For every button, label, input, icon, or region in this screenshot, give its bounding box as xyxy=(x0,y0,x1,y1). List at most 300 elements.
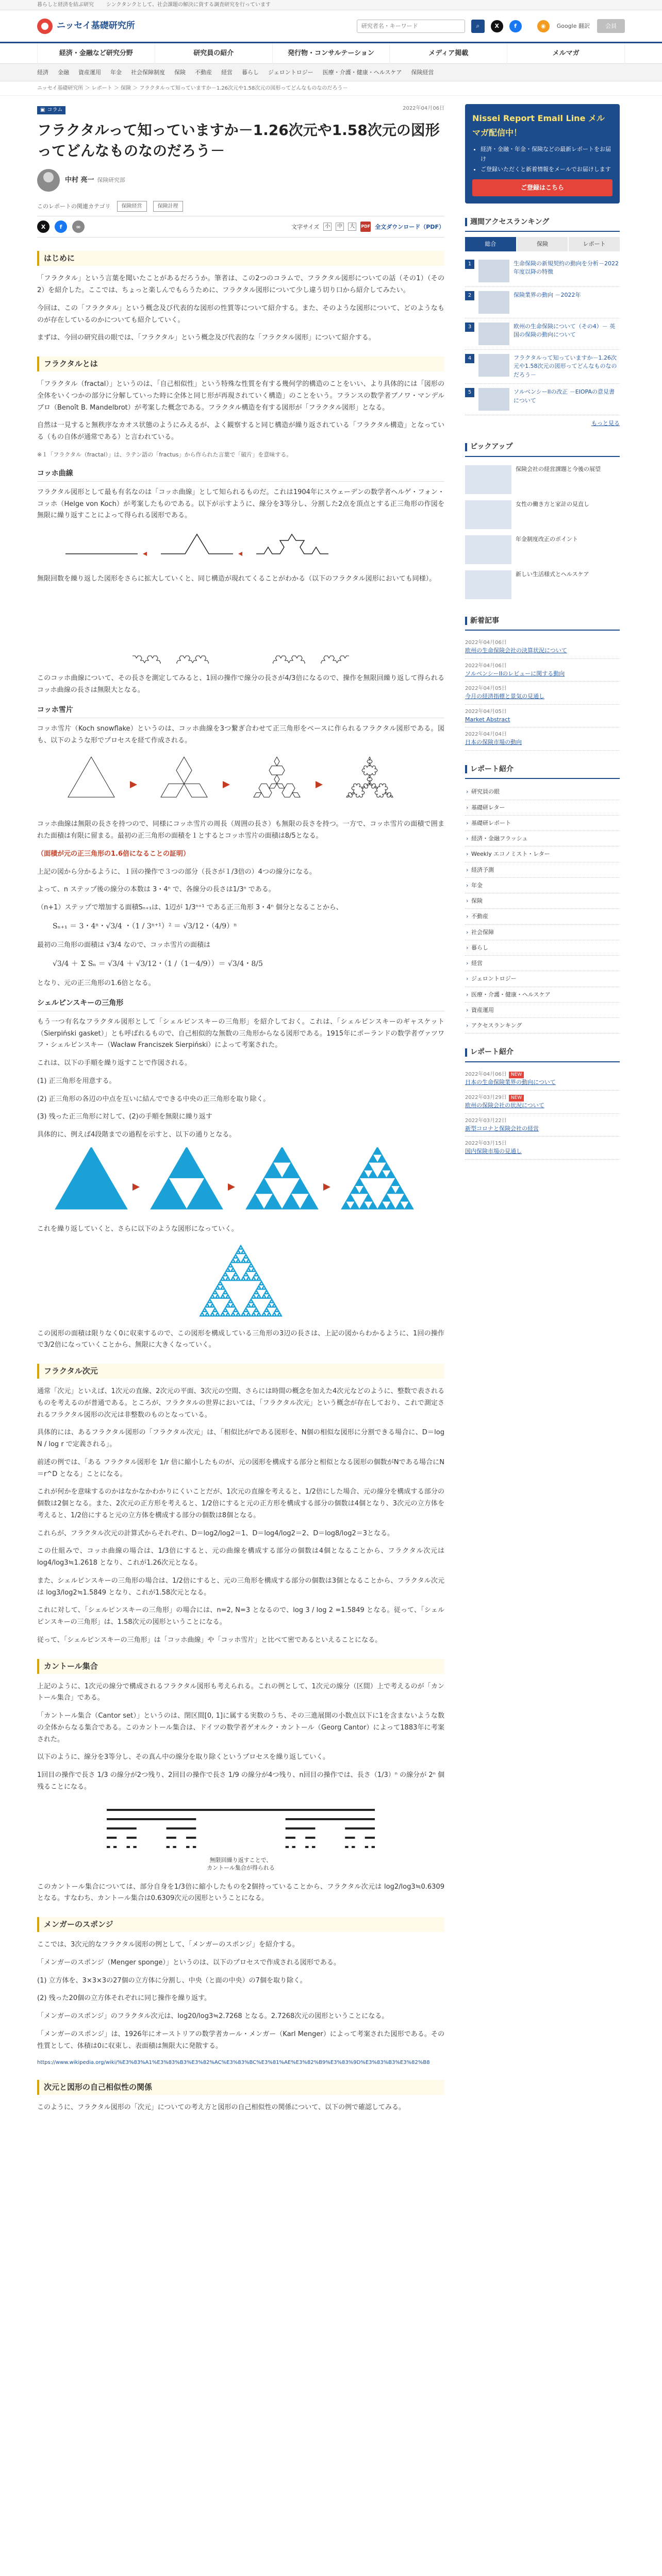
cantor-segment xyxy=(345,1837,355,1839)
sierpinski-deep-triangle xyxy=(254,1296,256,1298)
pickup-thumbnail[interactable] xyxy=(465,465,511,494)
sierpinski-deep-triangle xyxy=(240,1245,242,1247)
sierpinski-deep-triangle xyxy=(220,1287,223,1289)
nav-mailmag[interactable]: メルマガ xyxy=(507,43,625,64)
pickup-text[interactable]: 新しい生活様式とヘルスケア xyxy=(516,570,589,578)
sierpinski-deep-triangle xyxy=(236,1274,238,1276)
sierpinski-deep-triangle xyxy=(251,1314,254,1316)
sierpinski-deep-triangle xyxy=(242,1276,245,1278)
news-link[interactable]: 今月の経済指標と景気の見通し xyxy=(465,693,544,700)
sierpinski-triangle xyxy=(341,1201,351,1209)
sierpinski-deep-triangle xyxy=(242,1249,245,1251)
formula-2: √3/4 ＋ Σ Sₙ ＝ √3/4 ＋ √3/12・（1 /（1－4/9））＝ √3/4・8/5 xyxy=(53,960,263,969)
sierpinski-deep-triangle xyxy=(247,1312,250,1314)
sierpinski-triangle xyxy=(400,1194,409,1201)
para: フラクタル図形として最も有名なのは「コッホ曲線」として知られるものだ。これは1904年にスウェーデンの数学者ヘルゲ・フォン・コッホ（Helge von Koch）が考案したものである。以下が示すように、線分を3等分し、分割した2点を頂点とする正三角形の作図を無限に繰り返すことによって得られる図形である。 xyxy=(37,488,444,520)
para: 具体的には、あるフラクタル図形の「フラクタル次元」は、「相似比がrである図形を、N個の相似な図形に分割できる場合に、D＝log N / log r で定義される」。 xyxy=(37,1429,444,1449)
sierpinski-deep-triangle xyxy=(241,1314,243,1316)
sierpinski-deep-triangle xyxy=(227,1303,229,1305)
rank-link[interactable]: 生命保険の新規契約の動向を分析－2022年度以降の特徴 xyxy=(514,260,619,275)
sierpinski-deep-triangle xyxy=(253,1312,255,1314)
event-link[interactable]: 日本の生命保険業界の動向について xyxy=(465,1079,556,1086)
cantor-figure xyxy=(37,1800,444,1872)
news-link[interactable]: 日本の保険市場の動向 xyxy=(465,739,522,746)
sierpinski-deep-triangle xyxy=(236,1251,238,1253)
sierpinski-deep-triangle xyxy=(222,1276,224,1278)
ranking-title: 週間アクセスランキング xyxy=(470,217,550,226)
sierpinski-deep-triangle xyxy=(227,1267,229,1269)
rank-number: 3 xyxy=(465,323,474,332)
news-item[interactable] xyxy=(465,727,620,751)
sierpinski-deep-triangle xyxy=(237,1312,240,1314)
search-input[interactable] xyxy=(357,20,465,33)
rank-thumbnail[interactable] xyxy=(478,260,509,282)
subnav-item[interactable]: 保険経営 xyxy=(411,69,434,76)
sierpinski-deep-triangle xyxy=(272,1314,274,1316)
nav-media[interactable]: メディア掲載 xyxy=(390,43,507,64)
category-link[interactable]: › 研究員の眼 xyxy=(465,784,620,800)
sierpinski-deep-triangle xyxy=(243,1256,246,1258)
sierpinski-deep-triangle xyxy=(212,1296,215,1298)
cantor-segment xyxy=(186,1837,196,1839)
sierpinski-deep-triangle xyxy=(254,1274,256,1276)
sierpinski-deep-triangle xyxy=(242,1312,245,1314)
cantor-segment xyxy=(365,1837,375,1839)
sidebar xyxy=(465,104,620,2120)
sierpinski-deep-triangle xyxy=(210,1296,212,1298)
sierpinski-deep-triangle xyxy=(212,1305,215,1307)
sierpinski-deep-triangle xyxy=(272,1305,274,1307)
sierpinski-triangle xyxy=(264,1194,282,1209)
subnav-item[interactable]: 暮らし xyxy=(242,69,259,76)
category-badge[interactable]: ▣ コラム xyxy=(37,106,65,114)
sierpinski-deep-triangle xyxy=(272,1300,274,1302)
cantor-segment xyxy=(286,1837,295,1839)
sierpinski-deep-triangle xyxy=(206,1312,209,1314)
sierpinski-deep-triangle xyxy=(237,1249,240,1251)
tab-overall[interactable]: 総合 xyxy=(465,237,516,251)
rss-icon[interactable]: ◉ xyxy=(537,20,550,32)
brand-name: ニッセイ基礎研究所 xyxy=(57,20,135,31)
pickup-text[interactable]: 年金制度改正のポイント xyxy=(516,535,578,543)
category-link[interactable]: › アクセスランキング xyxy=(465,1018,620,1033)
pickup-item[interactable] xyxy=(465,532,620,567)
category-link[interactable]: › 社会保障 xyxy=(465,925,620,940)
subnav-item[interactable]: 年金 xyxy=(110,69,122,76)
news-date: 2022年04月05日 xyxy=(465,686,507,692)
sierpinski-triangle xyxy=(369,1155,378,1162)
subnav-item[interactable]: 資産運用 xyxy=(78,69,101,76)
top-strip xyxy=(0,0,662,10)
news-date: 2022年04月05日 xyxy=(465,708,507,715)
events-box xyxy=(465,1046,620,1160)
ranking-item[interactable] xyxy=(465,256,620,287)
category-link[interactable]: › 経営 xyxy=(465,956,620,971)
sierpinski-triangle xyxy=(359,1201,369,1209)
sierpinski-deep-triangle xyxy=(210,1305,212,1307)
pickup-item[interactable] xyxy=(465,462,620,497)
sierpinski-deep-triangle xyxy=(232,1303,235,1305)
cantor-segment xyxy=(312,1846,315,1848)
para: 「メンガーのスポンジ（Menger sponge）」というのは、以下のプロセスで作成される図形である。 xyxy=(37,1958,340,1967)
sierpinski-triangle xyxy=(405,1201,414,1209)
event-item[interactable] xyxy=(465,1067,620,1091)
sierpinski-deep-triangle xyxy=(249,1260,251,1262)
pickup-text[interactable]: 女性の働き方と家計の見直し xyxy=(516,500,589,507)
cantor-segment xyxy=(167,1837,176,1839)
more-link[interactable]: もっと見る xyxy=(591,420,620,427)
category-link[interactable]: › 暮らし xyxy=(465,940,620,956)
translate-link[interactable]: Google 翻訳 xyxy=(556,22,590,29)
pickup-item[interactable] xyxy=(465,497,620,532)
sierpinski-deep-triangle xyxy=(246,1260,249,1262)
sierpinski-deep-triangle xyxy=(238,1247,241,1249)
sierpinski-deep-triangle xyxy=(205,1314,207,1316)
news-date: 2022年04月04日 xyxy=(465,732,507,738)
member-button[interactable]: 会員 xyxy=(597,19,625,33)
news-link[interactable]: ソルベンシーIIのレビューに関する動向 xyxy=(465,670,565,677)
para: これは、以下の手順を繰り返すことで作図される。 xyxy=(37,1059,192,1067)
cantor-segment xyxy=(133,1846,136,1848)
cantor-segment xyxy=(305,1846,308,1848)
sierpinski-deep-triangle xyxy=(233,1274,236,1276)
category-link[interactable]: › 基礎研レポート xyxy=(465,816,620,831)
ranking-item[interactable] xyxy=(465,287,620,318)
sierpinski-deep-triangle xyxy=(261,1287,264,1289)
koch-curve-line xyxy=(133,656,349,664)
sierpinski-deep-triangle xyxy=(259,1278,261,1280)
tab-insurance[interactable]: 保険 xyxy=(517,237,568,251)
sierpinski-deep-triangle xyxy=(241,1251,243,1253)
sierpinski-deep-triangle xyxy=(230,1260,233,1262)
sierpinski-deep-triangle xyxy=(238,1251,241,1253)
event-date-text: 2022年03月22日 xyxy=(465,1117,507,1124)
sierpinski-deep-triangle xyxy=(228,1305,230,1307)
news-item[interactable] xyxy=(465,705,620,728)
heading-bar-icon xyxy=(465,218,467,226)
sierpinski-deep-triangle xyxy=(220,1314,223,1316)
sierpinski-deep-triangle xyxy=(217,1312,219,1314)
para: コッホ曲線は無限の長さを持つので、同様にコッホ雪片の周長（周囲の長さ）も無限の長さを持つ。一方で、コッホ雪片の面積で囲まれた面積は有限に留まる。最初の正三角形の面積を１とするとコッホ雪片の面積は8/5となる。 xyxy=(37,820,444,840)
event-link[interactable]: 国内保険市場の見通し xyxy=(465,1148,522,1155)
sierpinski-deep-triangle xyxy=(223,1314,225,1316)
x-icon[interactable]: X xyxy=(491,20,503,32)
sierpinski-deep-triangle xyxy=(269,1314,272,1316)
event-date xyxy=(465,1094,620,1102)
sierpinski-deep-triangle xyxy=(217,1285,219,1287)
source-link[interactable]: https://www.wikipedia.org/wiki/%E3%83%A1%E3%83%B3%E3%82%AC%E3%83%BC%E3%81%AE%E3%82%B9%E3%83%9D%E3%83%B3%E3%82%B8 xyxy=(37,2060,430,2066)
sierpinski-deep-triangle xyxy=(256,1296,259,1298)
sierpinski-deep-triangle xyxy=(228,1265,230,1267)
event-date xyxy=(465,1117,620,1125)
sierpinski-deep-triangle xyxy=(245,1272,247,1274)
event-link[interactable]: 欧州の保険会社の状況について xyxy=(465,1102,544,1109)
sierpinski-triangle xyxy=(55,1147,127,1209)
rank-number: 2 xyxy=(465,291,474,300)
sierpinski-deep-triangle xyxy=(222,1312,224,1314)
sierpinski-deep-triangle xyxy=(235,1307,237,1309)
event-item[interactable] xyxy=(465,1114,620,1137)
sierpinski-deep-triangle xyxy=(230,1305,233,1307)
arrow-icon xyxy=(130,781,137,788)
news-link[interactable]: Market Abstract xyxy=(465,716,510,723)
para: 上記の図から分かるように、１回の操作で３つの部分（長さが１/3倍の）4つの線分になる。 xyxy=(37,868,316,876)
pdf-download-link[interactable]: 全文ダウンロード（PDF） xyxy=(375,223,444,230)
para: このコッホ曲線について、その長さを測定してみると、1回の操作で線分の長さが4/3倍になるので、操作を無限回繰り返して得られるコッホ曲線の長さは無限大となる。 xyxy=(37,674,444,694)
sierpinski-deep-triangle xyxy=(274,1310,277,1312)
sierpinski-deep-triangle xyxy=(247,1303,250,1305)
author-avatar[interactable] xyxy=(37,169,60,192)
nav-researchers[interactable]: 研究員の紹介 xyxy=(155,43,273,64)
sierpinski-deep-triangle xyxy=(223,1287,225,1289)
pickup-box xyxy=(465,440,620,602)
arrow-icon xyxy=(228,1183,235,1191)
sierpinski-deep-triangle xyxy=(249,1300,251,1302)
facebook-icon[interactable]: f xyxy=(509,20,522,32)
sierpinski-deep-triangle xyxy=(243,1274,246,1276)
heading-bar-icon xyxy=(465,443,467,451)
para: このように、フラクタル図形の「次元」についての考え方と図形の自己相似性の関係について、以下の例で確認してみる。 xyxy=(37,2103,405,2111)
sierpinski-triangle xyxy=(273,1147,291,1162)
tag-pill-2[interactable]: 保険計理 xyxy=(153,201,183,212)
site-logo[interactable] xyxy=(37,19,135,34)
sierpinski-deep-triangle xyxy=(253,1276,255,1278)
sierpinski-deep-triangle xyxy=(269,1300,272,1302)
ranking-item[interactable] xyxy=(465,318,620,350)
rank-number: 4 xyxy=(465,354,474,363)
rank-number: 1 xyxy=(465,260,474,269)
sierpinski-deep-triangle xyxy=(246,1305,249,1307)
sierpinski-triangle xyxy=(391,1178,400,1185)
category-box xyxy=(465,763,620,1034)
category-link[interactable]: › 医療・介護・健康・ヘルスケア xyxy=(465,987,620,1003)
share-x-icon[interactable]: X xyxy=(37,221,49,233)
subnav-item[interactable]: 不動産 xyxy=(195,69,212,76)
subnav-item[interactable]: 医療・介護・健康・ヘルスケア xyxy=(322,69,402,76)
sierpinski-triangle xyxy=(395,1201,405,1209)
sierpinski-deep-triangle xyxy=(243,1260,246,1262)
rank-link[interactable]: 保険業界の動向 －2022年 xyxy=(514,291,581,298)
sierpinski-deep-triangle xyxy=(228,1300,230,1302)
sierpinski-deep-triangle xyxy=(251,1269,254,1272)
news-item[interactable] xyxy=(465,682,620,705)
sierpinski-deep-triangle xyxy=(222,1294,224,1296)
sierpinski-deep-triangle xyxy=(254,1292,256,1294)
pickup-thumbnail[interactable] xyxy=(465,535,511,564)
sierpinski-deep-triangle xyxy=(273,1312,276,1314)
register-button[interactable]: ご登録はこちら xyxy=(472,179,613,196)
para: 上記のように、1次元の線分で構成されるフラクタル図形も考えられる。これの例として、1次元の線分（区間）上で考えるのが「カントール集合」である。 xyxy=(37,1682,444,1702)
cantor-caption-2: カントール集合が得られる xyxy=(207,1865,275,1872)
para: よって、n ステップ後の線分の本数は 3・4ⁿ で、各線分の長さは1/3ⁿ である。 xyxy=(37,886,275,894)
event-item[interactable] xyxy=(465,1137,620,1160)
subnav-item[interactable]: 保険 xyxy=(174,69,186,76)
event-link[interactable]: 新型コロナと保険会社の経営 xyxy=(465,1125,539,1132)
sierpinski-deep-triangle xyxy=(261,1296,264,1298)
ranking-box xyxy=(465,216,620,429)
sub-nav xyxy=(0,64,662,81)
para: まずは、今回の研究員の眼では、「フラクタル」という概念及び代表的な「フラクタル図形」について紹介する。 xyxy=(37,334,375,342)
sierpinski-deep-triangle xyxy=(225,1314,228,1316)
sierpinski-deep-triangle xyxy=(249,1314,251,1316)
para: 「フラクタル（fractal）」というのは、「自己相似性」という特殊な性質を有する幾何学的構造のことをいい、より具体的には「図形の全体をいくつかの部分に分解していった時に全体と同じ形が再現されていく構造」のことをいう。フランスの数学者ブノワ・マンデルブロ（Benoît B. Mandelbrot）が考案した概念である。フラクタル構造を有する図形が「フラクタル図形」となる。 xyxy=(37,380,444,412)
sierpinski-steps-figure xyxy=(37,1147,444,1214)
sierpinski-deep-triangle xyxy=(230,1278,233,1280)
pickup-thumbnail[interactable] xyxy=(465,570,511,599)
sierpinski-deep-triangle xyxy=(259,1283,261,1285)
event-date xyxy=(465,1140,620,1147)
ranking-item[interactable] xyxy=(465,384,620,415)
koch-curve-figure xyxy=(37,591,444,664)
sierpinski-deep-triangle xyxy=(278,1312,281,1314)
rank-thumbnail[interactable] xyxy=(478,323,509,345)
cantor-segment xyxy=(107,1837,117,1839)
snowflake-step-2 xyxy=(254,757,300,798)
banner-title: Nissei Report Email Line メルマガ配信中！ xyxy=(472,113,605,138)
koch-steps-figure xyxy=(37,528,444,564)
font-size-medium[interactable]: 中 xyxy=(336,223,344,231)
publish-date: 2022年04月06日 xyxy=(403,106,444,111)
sierpinski-deep-triangle xyxy=(247,1258,250,1260)
para: これが何かを意味するのかはなかなかわかりにくいことだが、1次元の直線を考えると、1/2倍にした場合、元の線分を構成する部分の個数は2個となる。また、2次元の正方形を考えると、1/2倍にすると元の正方形を構成する部分の個数は4個となり、3次元の立方体を考えると、1/2倍にすると元の立方体を構成する部分の個数は8個となる。 xyxy=(37,1488,444,1519)
sierpinski-deep-triangle xyxy=(215,1287,218,1289)
sierpinski-deep-triangle xyxy=(220,1278,223,1280)
sierpinski-deep-triangle xyxy=(253,1303,255,1305)
event-date-text: 2022年04月06日 xyxy=(465,1071,507,1077)
subnav-item[interactable]: ジェロントロジー xyxy=(268,69,313,76)
sierpinski-deep-triangle xyxy=(212,1292,215,1294)
sierpinski-deep-triangle xyxy=(264,1310,267,1312)
sierpinski-deep-triangle xyxy=(212,1310,215,1312)
pickup-item[interactable] xyxy=(465,567,620,602)
sierpinski-deep-triangle xyxy=(218,1283,220,1285)
author-name[interactable]: 中村 亮一 xyxy=(65,176,94,184)
arrow-icon xyxy=(133,1183,140,1191)
para: また、シェルピンスキーの三角形の場合は、1/2倍にすると、元の三角形を構成する部分の個数は3個となることから、フラクタル次元は log3/log2≒1.5849 となり、これが1.58次元となる。 xyxy=(37,1577,444,1597)
rank-thumbnail[interactable] xyxy=(478,291,509,314)
sierpinski-triangle xyxy=(351,1201,360,1209)
arrow-icon xyxy=(316,781,323,788)
sierpinski-deep-triangle xyxy=(242,1258,245,1260)
pickup-thumbnail[interactable] xyxy=(465,500,511,529)
author-block xyxy=(37,169,444,192)
sierpinski-deep-triangle xyxy=(210,1300,212,1302)
sierpinski-deep-triangle xyxy=(251,1296,254,1298)
sierpinski-deep-triangle xyxy=(241,1278,243,1280)
sierpinski-triangle xyxy=(395,1186,405,1194)
sierpinski-deep-triangle xyxy=(256,1278,259,1280)
subnav-item[interactable]: 経営 xyxy=(221,69,233,76)
para: 最初の三角形の面積は √3/4 なので、コッホ雪片の面積は xyxy=(37,941,210,950)
sierpinski-triangle xyxy=(282,1162,300,1178)
subnav-item[interactable]: 社会保障制度 xyxy=(131,69,165,76)
sierpinski-deep-triangle xyxy=(269,1296,272,1298)
category-link[interactable]: › 不動産 xyxy=(465,909,620,924)
sierpinski-deep-triangle xyxy=(263,1285,266,1287)
sierpinski-deep-triangle xyxy=(235,1253,237,1256)
rank-thumbnail[interactable] xyxy=(478,388,509,411)
category-link[interactable]: › Weekly エコノミスト・レター xyxy=(465,846,620,862)
sierpinski-deep-triangle xyxy=(259,1314,261,1316)
news-item[interactable] xyxy=(465,659,620,682)
related-category-label: このレポートの関連カテゴリ xyxy=(37,203,111,210)
sierpinski-deep-triangle xyxy=(273,1303,276,1305)
subnav-item[interactable]: 金融 xyxy=(58,69,69,76)
para: 「メンガーのスポンジ」は、1926年にオーストリアの数学者カール・メンガー（Karl Menger）によって考案された図形である。その性質として、体積は0に収束し、表面積は無限大に発散する。 xyxy=(37,2030,444,2050)
sierpinski-deep-triangle xyxy=(205,1305,207,1307)
sierpinski-deep-triangle xyxy=(247,1267,250,1269)
sierpinski-deep-triangle xyxy=(247,1276,250,1278)
event-item[interactable] xyxy=(465,1091,620,1114)
category-link[interactable]: › 年金 xyxy=(465,878,620,893)
rank-link[interactable]: フラクタルって知っていますか－1.26次元や1.58次元の図形ってどんなものなのだろう－ xyxy=(514,354,617,378)
search-button[interactable]: ⌕ xyxy=(471,20,485,33)
nav-publications[interactable]: 発行物・コンサルテーション xyxy=(273,43,390,64)
sierpinski-deep-triangle xyxy=(225,1296,228,1298)
section-last: 次元と図形の自己相似性の関係 xyxy=(37,2080,444,2095)
sierpinski-deep-triangle xyxy=(254,1314,256,1316)
sierpinski-deep-triangle xyxy=(256,1274,259,1276)
tab-report[interactable]: レポート xyxy=(569,237,620,251)
sierpinski-deep-triangle xyxy=(271,1298,273,1300)
cantor-segment xyxy=(286,1818,375,1820)
share-facebook-icon[interactable]: f xyxy=(55,221,67,233)
news-item[interactable] xyxy=(465,636,620,659)
tag-pill-1[interactable]: 保険経営 xyxy=(117,201,147,212)
news-link[interactable]: 欧州の生命保険会社の決算状況について xyxy=(465,647,567,654)
share-link-icon[interactable]: ∞ xyxy=(72,221,85,233)
sierpinski-triangle xyxy=(373,1147,382,1155)
sierpinski-deep-triangle xyxy=(225,1274,228,1276)
snowflake-figure xyxy=(37,753,444,809)
events-title: レポート紹介 xyxy=(470,1048,514,1057)
sierpinski-deep-triangle xyxy=(212,1314,215,1316)
font-size-small[interactable]: 小 xyxy=(323,223,332,231)
sierpinski-deep-triangle xyxy=(206,1303,209,1305)
sierpinski-deep-triangle xyxy=(258,1276,260,1278)
rank-link[interactable]: 欧州の生命保険について（その4）－ 英国の保険の動向について xyxy=(514,323,616,338)
ranking-item[interactable] xyxy=(465,350,620,384)
sierpinski-deep-triangle xyxy=(238,1260,241,1262)
mailmag-banner[interactable] xyxy=(465,104,620,204)
sierpinski-deep-triangle xyxy=(232,1267,235,1269)
rank-number: 5 xyxy=(465,388,474,397)
subnav-item[interactable]: 経済 xyxy=(37,69,48,76)
category-link[interactable]: › 基礎研レター xyxy=(465,800,620,816)
category-link[interactable]: › ジェロントロジー xyxy=(465,971,620,987)
nav-research[interactable]: 経済・金融など研究分野 xyxy=(37,43,155,64)
sierpinski-deep-triangle xyxy=(207,1305,210,1307)
category-link[interactable]: › 経済予測 xyxy=(465,862,620,878)
site-header xyxy=(0,10,662,43)
sierpinski-deep-triangle xyxy=(253,1267,255,1269)
breadcrumb-text[interactable]: ニッセイ基礎研究所 ＞ レポート ＞ 保険 ＞ フラクタルって知っていますか－1.26次元や1.58次元の図形ってどんなものなのだろう－ xyxy=(37,86,348,91)
cantor-segment xyxy=(345,1827,375,1829)
sierpinski-deep-triangle xyxy=(225,1292,228,1294)
font-size-large[interactable]: 大 xyxy=(348,223,356,231)
category-link[interactable]: › 経済・金融フラッシュ xyxy=(465,831,620,846)
sierpinski-triangle xyxy=(369,1170,378,1178)
para: これに対して、「シェルピンスキーの三角形」の場合には、n=2, N=3 となるので、log 3 / log 2 =1.5849 となる。従って、「シェルピンスキーの三角形」は、1.58次元の図形ということになる。 xyxy=(37,1606,444,1626)
category-link[interactable]: › 資産運用 xyxy=(465,1003,620,1018)
rank-thumbnail[interactable] xyxy=(478,354,509,377)
rank-link[interactable]: ソルベンシーIIの改正 －EIOPAの意見書について xyxy=(514,388,615,404)
snowflake-step-0 xyxy=(68,757,114,798)
pickup-text[interactable]: 保険会社の経営課題と今後の展望 xyxy=(516,465,601,472)
category-link[interactable]: › 保険 xyxy=(465,893,620,909)
para: 以下のように、線分を3等分し、その真ん中の線分を取り除くというプロセスを繰り返していく。 xyxy=(37,1753,330,1761)
sierpinski-triangle xyxy=(300,1194,318,1209)
